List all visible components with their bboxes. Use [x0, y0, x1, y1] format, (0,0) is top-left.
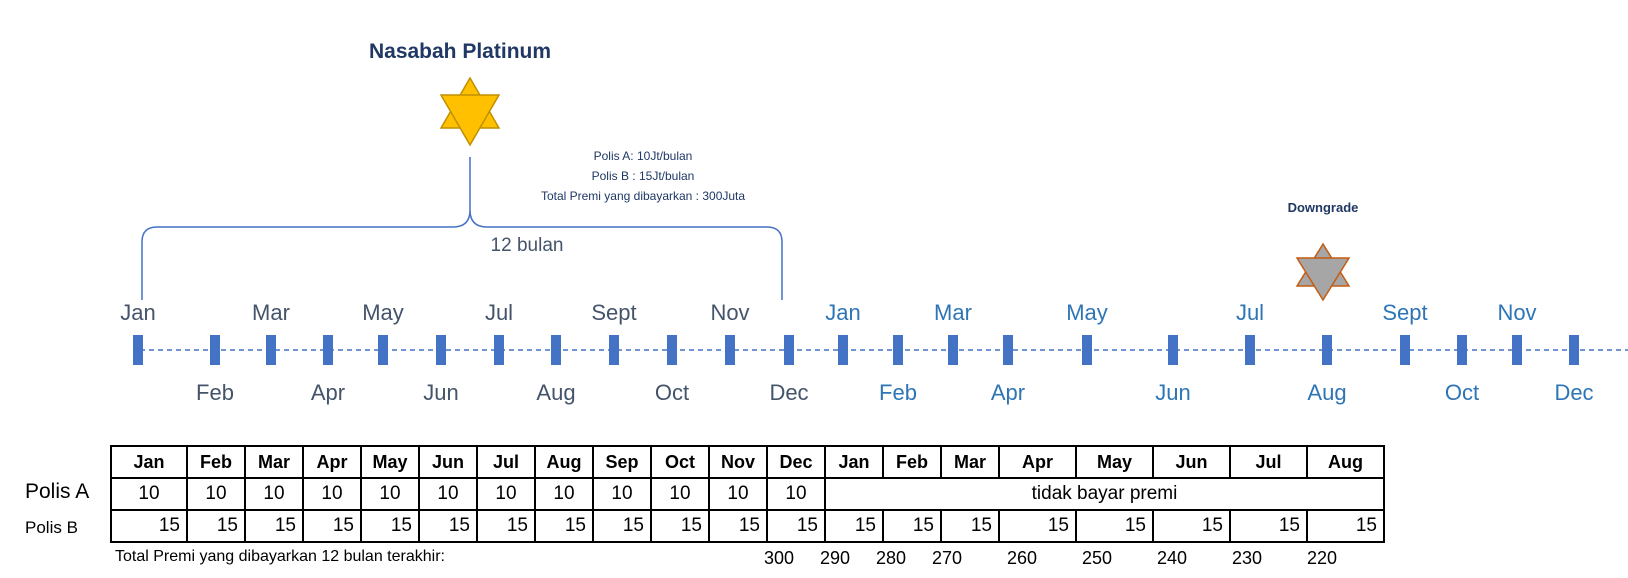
polis-b-cell: 15 — [245, 510, 303, 542]
year2-marker-2 — [948, 335, 958, 365]
year1-marker-9 — [667, 335, 677, 365]
polis-a-cell: 10 — [709, 478, 767, 510]
year1-month-label: May — [362, 300, 404, 325]
polis-a-cell: 10 — [111, 478, 187, 510]
table-header-row — [111, 446, 1384, 478]
year2-marker-9 — [1457, 335, 1467, 365]
year2-marker-8 — [1400, 335, 1410, 365]
header-cell: May — [1076, 446, 1153, 478]
year2-marker-1 — [893, 335, 903, 365]
header-cell: Feb — [883, 446, 941, 478]
year1-marker-1 — [210, 335, 220, 365]
polis-b-cell: 15 — [535, 510, 593, 542]
year1-month-label: Nov — [710, 300, 750, 325]
year1-marker-2 — [266, 335, 276, 365]
year1-marker-5 — [436, 335, 446, 365]
year2-month-label: Aug — [1307, 380, 1347, 405]
brace-label: 12 bulan — [490, 235, 564, 256]
year1-month-label: Feb — [196, 380, 234, 405]
total-value: 230 — [1231, 548, 1262, 568]
total-value: 270 — [931, 548, 962, 568]
polis-a-cell: 10 — [651, 478, 709, 510]
year1-marker-10 — [725, 335, 735, 365]
header-cell: Mar — [245, 446, 303, 478]
table-row-polis-a — [111, 478, 1384, 510]
header-cell: Apr — [999, 446, 1076, 478]
header-cell: Apr — [303, 446, 361, 478]
polis-b-label: Polis B — [25, 518, 78, 537]
header-cell: Jun — [1153, 446, 1230, 478]
info-line-1: Polis A: 10Jt/bulan — [593, 149, 693, 163]
year2-marker-6 — [1245, 335, 1255, 365]
year2-month-label: Feb — [879, 380, 917, 405]
polis-a-cell: 10 — [361, 478, 419, 510]
polis-a-cell: 10 — [245, 478, 303, 510]
polis-a-label: Polis A — [25, 480, 90, 503]
header-cell: Sep — [593, 446, 651, 478]
year1-marker-8 — [609, 335, 619, 365]
year2-month-label: Jan — [825, 300, 861, 325]
polis-b-cell: 15 — [187, 510, 245, 542]
header-cell: Mar — [941, 446, 999, 478]
year1-marker-7 — [551, 335, 561, 365]
header-cell: Jun — [419, 446, 477, 478]
polis-a-cell: 10 — [419, 478, 477, 510]
year1-month-label: Jun — [423, 380, 459, 405]
header-cell: Aug — [1307, 446, 1384, 478]
header-cell: Dec — [767, 446, 825, 478]
year2-month-label: Sept — [1382, 300, 1428, 325]
header-cell: Feb — [187, 446, 245, 478]
polis-a-cell: 10 — [593, 478, 651, 510]
info-line-2: Polis B : 15Jt/bulan — [591, 169, 695, 183]
header-cell: Jul — [1230, 446, 1307, 478]
year2-marker-10 — [1512, 335, 1522, 365]
total-value: 300 — [763, 548, 794, 568]
polis-b-cell: 15 — [593, 510, 651, 542]
year2-month-label: Jul — [1235, 300, 1265, 325]
downgrade-star-icon — [1297, 244, 1349, 300]
polis-a-cell: 10 — [187, 478, 245, 510]
year1-month-label: Mar — [252, 300, 290, 325]
downgrade-label: Downgrade — [1287, 200, 1359, 215]
polis-b-cell: 15 — [651, 510, 709, 542]
year1-marker-6 — [494, 335, 504, 365]
polis-b-cell: 15 — [825, 510, 883, 542]
header-cell: May — [361, 446, 419, 478]
year1-marker-11 — [784, 335, 794, 365]
total-value: 280 — [875, 548, 906, 568]
year2-month-label: May — [1066, 300, 1108, 325]
polis-b-cell: 15 — [419, 510, 477, 542]
year2-marker-4 — [1082, 335, 1092, 365]
polis-b-cell: 15 — [941, 510, 999, 542]
platinum-star-icon — [441, 78, 499, 145]
total-value: 240 — [1156, 548, 1187, 568]
premium-table — [110, 445, 1385, 543]
year2-marker-5 — [1168, 335, 1178, 365]
info-line-3: Total Premi yang dibayarkan : 300Juta — [540, 189, 746, 203]
total-value: 290 — [819, 548, 850, 568]
total-value: 220 — [1306, 548, 1337, 568]
year2-marker-0 — [838, 335, 848, 365]
year2-month-label: Oct — [1444, 380, 1480, 405]
polis-b-cell: 15 — [303, 510, 361, 542]
year2-marker-3 — [1003, 335, 1013, 365]
polis-b-cell: 15 — [361, 510, 419, 542]
polis-b-cell: 15 — [883, 510, 941, 542]
header-cell: Aug — [535, 446, 593, 478]
year2-month-label: Nov — [1497, 300, 1537, 325]
total-label: Total Premi yang dibayarkan 12 bulan terakhir: — [115, 548, 445, 565]
header-cell: Oct — [651, 446, 709, 478]
total-value: 260 — [1006, 548, 1037, 568]
year1-marker-3 — [323, 335, 333, 365]
polis-b-cell: 15 — [1307, 510, 1384, 542]
polis-b-cell: 15 — [1076, 510, 1153, 542]
year2-month-label: Jun — [1155, 380, 1191, 405]
diagram-title: Nasabah Platinum — [368, 40, 552, 63]
year1-month-label: Apr — [310, 380, 346, 405]
year2-month-label: Mar — [934, 300, 972, 325]
total-value: 250 — [1081, 548, 1112, 568]
polis-a-cell: 10 — [535, 478, 593, 510]
year1-marker-4 — [378, 335, 388, 365]
polis-b-cell: 15 — [709, 510, 767, 542]
header-cell: Jul — [477, 446, 535, 478]
year1-month-label: Aug — [536, 380, 576, 405]
polis-b-cell: 15 — [1153, 510, 1230, 542]
polis-a-cell: 10 — [767, 478, 825, 510]
header-cell: Nov — [709, 446, 767, 478]
year2-marker-7 — [1322, 335, 1332, 365]
totals-row — [0, 548, 1628, 576]
year1-month-label: Oct — [654, 380, 690, 405]
table-row-polis-b — [111, 510, 1384, 542]
year2-month-label: Apr — [990, 380, 1026, 405]
polis-b-cell: 15 — [111, 510, 187, 542]
polis-a-note: tidak bayar premi — [825, 478, 1384, 510]
polis-a-cell: 10 — [477, 478, 535, 510]
polis-b-cell: 15 — [477, 510, 535, 542]
year1-month-label: Sept — [591, 300, 637, 325]
polis-b-cell: 15 — [999, 510, 1076, 542]
polis-b-cell: 15 — [1230, 510, 1307, 542]
year2-marker-11 — [1569, 335, 1579, 365]
polis-b-cell: 15 — [767, 510, 825, 542]
year2-month-label: Dec — [1554, 380, 1594, 405]
header-cell: Jan — [825, 446, 883, 478]
year1-month-label: Dec — [769, 380, 809, 405]
year1-marker-0 — [133, 335, 143, 365]
polis-a-cell: 10 — [303, 478, 361, 510]
header-cell: Jan — [111, 446, 187, 478]
year1-month-label: Jan — [120, 300, 156, 325]
year1-month-label: Jul — [484, 300, 514, 325]
